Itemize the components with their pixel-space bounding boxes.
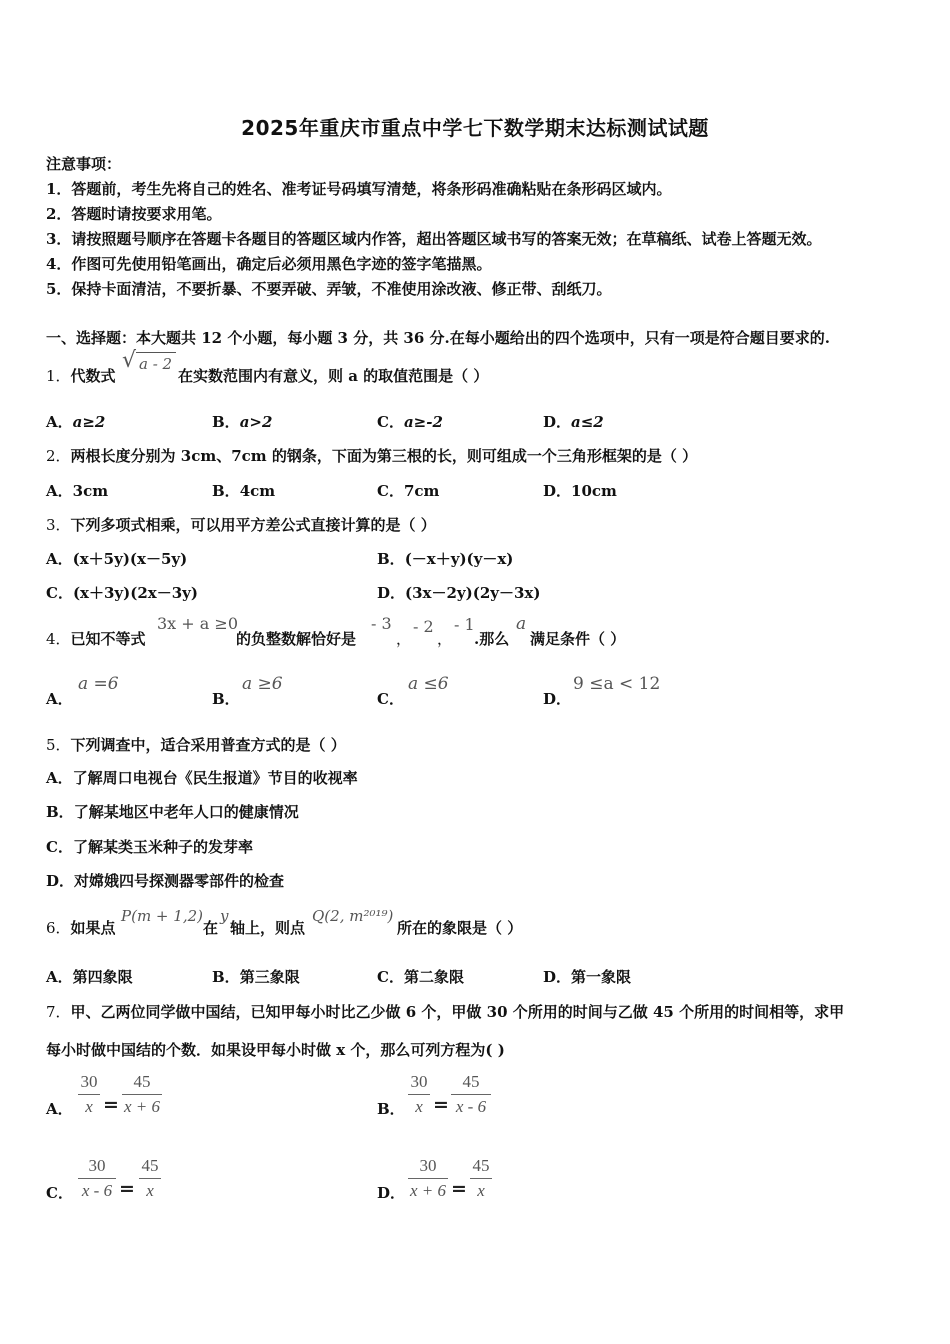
denominator: x + 6 bbox=[409, 1181, 447, 1200]
numerator: 30 bbox=[408, 1072, 430, 1095]
fraction-right bbox=[122, 1072, 162, 1117]
numerator: 45 bbox=[470, 1156, 492, 1179]
question-text: 甲、乙两位同学做中国结，已知甲每小时比乙少做 6 个，甲做 30 个所用的时间与乙做 45 个所用的时间相等，求甲 bbox=[70, 1003, 845, 1021]
option-label: A． bbox=[46, 1100, 73, 1118]
question-number: 3． bbox=[46, 516, 71, 534]
question-text: 如果点 bbox=[70, 919, 116, 937]
denominator: x - 6 bbox=[81, 1181, 113, 1200]
radicand: a - 2 bbox=[139, 355, 173, 373]
question-number: 5． bbox=[46, 736, 71, 754]
numerator: 45 bbox=[451, 1072, 491, 1095]
option-label: C． bbox=[377, 482, 404, 500]
option-label: C． bbox=[46, 584, 73, 602]
option-label: C． bbox=[46, 1184, 73, 1202]
question-number: 4． bbox=[46, 630, 71, 648]
option-text: 第二象限 bbox=[403, 968, 464, 986]
option-text: a ≤6 bbox=[408, 674, 449, 694]
option-a[interactable] bbox=[46, 966, 133, 987]
option-d[interactable] bbox=[543, 411, 604, 432]
axis-y: y bbox=[220, 907, 229, 925]
denominator: x bbox=[146, 1181, 154, 1200]
option-c[interactable] bbox=[377, 480, 439, 501]
equals-sign: = bbox=[451, 1178, 467, 1200]
numerator: 30 bbox=[78, 1156, 116, 1179]
option-label: B． bbox=[46, 803, 74, 821]
option-text: 了解周口电视台《民生报道》节目的收视率 bbox=[72, 769, 358, 787]
question-4 bbox=[46, 628, 146, 649]
option-b[interactable] bbox=[212, 480, 275, 501]
option-label: D． bbox=[543, 968, 572, 986]
option-b[interactable] bbox=[212, 966, 300, 987]
separator: ， bbox=[396, 630, 412, 648]
option-b[interactable] bbox=[46, 801, 299, 822]
question-text: 两根长度分别为 3cm、7cm 的钢条，下面为第三根的长，则可组成一个三角形框架的是（ ） bbox=[70, 447, 698, 465]
option-label: A． bbox=[46, 413, 73, 431]
question-text: 满足条件（ ） bbox=[530, 630, 626, 648]
option-label: A． bbox=[46, 690, 73, 708]
notice-item: 1．答题前，考生先将自己的姓名、准考证号码填写清楚，将条形码准确粘贴在条形码区域内。 bbox=[46, 180, 672, 198]
notice-item: 3．请按照题号顺序在答题卡各题目的答题区域内作答，超出答题区域书写的答案无效；在草稿纸、试卷上答题无效。 bbox=[46, 230, 822, 248]
option-a[interactable] bbox=[46, 1098, 73, 1119]
fraction-left bbox=[78, 1072, 100, 1117]
option-a[interactable] bbox=[46, 688, 73, 709]
option-text: 对嫦娥四号探测器零部件的检查 bbox=[74, 872, 285, 890]
option-text: a =6 bbox=[78, 674, 119, 694]
option-a[interactable] bbox=[46, 480, 108, 501]
option-d[interactable] bbox=[377, 1182, 405, 1203]
option-d[interactable] bbox=[543, 688, 571, 709]
option-label: A． bbox=[46, 550, 73, 568]
option-d[interactable] bbox=[46, 870, 284, 891]
option-text: 4cm bbox=[239, 482, 276, 500]
question-text: 在实数范围内有意义，则 a 的取值范围是（ ） bbox=[178, 367, 489, 385]
equals-sign: = bbox=[119, 1178, 135, 1200]
question-1 bbox=[46, 365, 116, 386]
option-d[interactable] bbox=[377, 582, 540, 603]
notice-item: 4．作图可先使用铅笔画出，确定后必须用黑色字迹的签字笔描黑。 bbox=[46, 255, 492, 273]
point-q: Q(2, m²⁰¹⁹) bbox=[312, 907, 394, 925]
option-text: 了解某类玉米种子的发芽率 bbox=[72, 838, 253, 856]
question-text: 已知不等式 bbox=[70, 630, 146, 648]
question-text: 每小时做中国结的个数．如果设甲每小时做 x 个，那么可列方程为( ) bbox=[46, 1041, 505, 1059]
question-number: 1． bbox=[46, 367, 71, 385]
variable-a: a bbox=[516, 614, 527, 634]
option-text: 7cm bbox=[403, 482, 440, 500]
option-text: a≥-2 bbox=[403, 413, 443, 431]
option-label: B． bbox=[212, 968, 240, 986]
equals-sign: = bbox=[103, 1094, 119, 1116]
numerator: 45 bbox=[122, 1072, 162, 1095]
question-7 bbox=[46, 1001, 844, 1022]
option-label: D． bbox=[543, 482, 572, 500]
question-text: 代数式 bbox=[70, 367, 116, 385]
option-label: A． bbox=[46, 482, 73, 500]
question-text: 下列调查中，适合采用普查方式的是（ ） bbox=[70, 736, 346, 754]
value-neg1: - 1 bbox=[454, 615, 475, 634]
denominator: x bbox=[85, 1097, 93, 1116]
option-c[interactable] bbox=[377, 688, 404, 709]
option-label: D． bbox=[543, 413, 572, 431]
option-text: 了解某地区中老年人口的健康情况 bbox=[73, 803, 299, 821]
separator: ， bbox=[437, 630, 453, 648]
numerator: 30 bbox=[78, 1072, 100, 1095]
equals-sign: = bbox=[433, 1094, 449, 1116]
fraction-right bbox=[451, 1072, 491, 1117]
option-label: A． bbox=[46, 968, 73, 986]
notice-item: 5．保持卡面清洁，不要折暴、不要弄破、弄皱，不准使用涂改液、修正带、刮纸刀。 bbox=[46, 280, 612, 298]
option-a[interactable] bbox=[46, 548, 187, 569]
option-label: C． bbox=[377, 968, 404, 986]
option-text: 第三象限 bbox=[239, 968, 300, 986]
option-b[interactable] bbox=[377, 1098, 405, 1119]
section-heading: 一、选择题：本大题共 12 个小题，每小题 3 分，共 36 分.在每小题给出的四个选项中，只有一项是符合题目要求的. bbox=[46, 329, 830, 347]
question-3 bbox=[46, 514, 436, 535]
fraction-right bbox=[470, 1156, 492, 1201]
option-text: a≥2 bbox=[72, 413, 106, 431]
option-d[interactable] bbox=[543, 480, 617, 501]
question-number: 2． bbox=[46, 447, 71, 465]
inequality: 3x + a ≥0 bbox=[157, 614, 238, 633]
question-5 bbox=[46, 734, 346, 755]
question-text: 下列多项式相乘，可以用平方差公式直接计算的是（ ） bbox=[70, 516, 436, 534]
question-2 bbox=[46, 445, 697, 466]
point-p: P(m + 1,2) bbox=[121, 907, 203, 925]
option-text: (3x－2y)(2y－3x) bbox=[405, 584, 541, 602]
numerator: 45 bbox=[139, 1156, 161, 1179]
option-label: D． bbox=[543, 690, 572, 708]
option-c[interactable] bbox=[46, 836, 253, 857]
denominator: x - 6 bbox=[455, 1097, 487, 1116]
notice-item: 2．答题时请按要求用笔。 bbox=[46, 205, 222, 223]
option-a[interactable] bbox=[46, 767, 358, 788]
question-6 bbox=[46, 917, 116, 938]
option-text: a≤2 bbox=[571, 413, 604, 431]
option-label: B． bbox=[212, 482, 240, 500]
question-text: 在 bbox=[203, 919, 219, 937]
option-text: (x＋5y)(x－5y) bbox=[72, 550, 188, 568]
option-label: B． bbox=[212, 690, 240, 708]
option-b[interactable] bbox=[377, 548, 513, 569]
fraction-left bbox=[408, 1072, 430, 1117]
option-d[interactable] bbox=[543, 966, 631, 987]
option-b[interactable] bbox=[212, 411, 272, 432]
option-text: (－x＋y)(y－x) bbox=[404, 550, 514, 568]
option-label: C． bbox=[46, 838, 73, 856]
value-neg3: - 3 bbox=[371, 614, 392, 633]
question-number: 7． bbox=[46, 1003, 71, 1021]
option-c[interactable] bbox=[377, 411, 443, 432]
option-label: B． bbox=[377, 550, 405, 568]
question-text: 轴上，则点 bbox=[230, 919, 306, 937]
question-text: .那么 bbox=[474, 630, 510, 648]
option-text: 第四象限 bbox=[72, 968, 133, 986]
denominator: x + 6 bbox=[123, 1097, 161, 1116]
option-label: D． bbox=[377, 584, 406, 602]
option-label: B． bbox=[212, 413, 240, 431]
option-text: 3cm bbox=[72, 482, 109, 500]
option-text: a>2 bbox=[239, 413, 273, 431]
option-a[interactable] bbox=[46, 411, 105, 432]
option-text: a ≥6 bbox=[242, 674, 283, 694]
question-text: 的负整数解恰好是 bbox=[236, 630, 357, 648]
page-title: 2025年重庆市重点中学七下数学期末达标测试试题 bbox=[241, 116, 709, 140]
option-c[interactable] bbox=[46, 1182, 73, 1203]
option-c[interactable] bbox=[377, 966, 464, 987]
sqrt-bar bbox=[136, 352, 176, 353]
fraction-right bbox=[139, 1156, 161, 1201]
option-b[interactable] bbox=[212, 688, 240, 709]
option-text: (x＋3y)(2x－3y) bbox=[72, 584, 198, 602]
question-text: 所在的象限是（ ） bbox=[397, 919, 523, 937]
fraction-left bbox=[408, 1156, 448, 1201]
option-label: C． bbox=[377, 413, 404, 431]
sqrt-symbol: √ bbox=[122, 348, 137, 373]
value-neg2: - 2 bbox=[413, 617, 434, 636]
denominator: x bbox=[415, 1097, 423, 1116]
option-text: 第一象限 bbox=[571, 968, 632, 986]
option-label: B． bbox=[377, 1100, 405, 1118]
option-c[interactable] bbox=[46, 582, 198, 603]
option-label: C． bbox=[377, 690, 404, 708]
option-text: 10cm bbox=[571, 482, 617, 500]
option-label: D． bbox=[46, 872, 75, 890]
denominator: x bbox=[477, 1181, 485, 1200]
option-label: D． bbox=[377, 1184, 406, 1202]
notice-heading: 注意事项： bbox=[46, 155, 122, 173]
fraction-left bbox=[78, 1156, 116, 1201]
option-label: A． bbox=[46, 769, 73, 787]
question-number: 6． bbox=[46, 919, 71, 937]
numerator: 30 bbox=[408, 1156, 448, 1179]
option-text: 9 ≤a < 12 bbox=[573, 674, 661, 694]
